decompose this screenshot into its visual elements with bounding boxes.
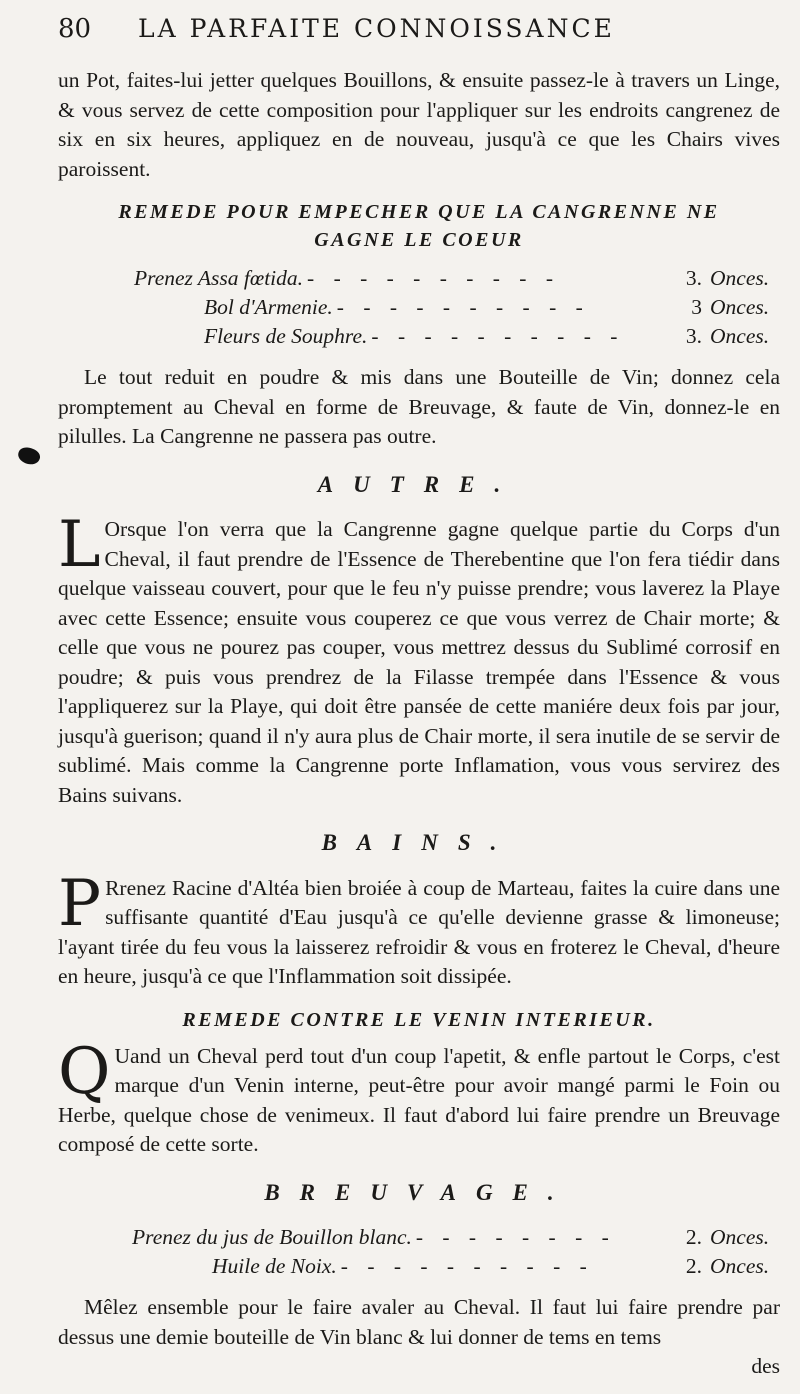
ingredient-quantity: 2. — [685, 1225, 702, 1249]
recipe-list-1 — [134, 264, 780, 351]
running-title: LA PARFAITE CONNOISSANCE — [138, 14, 615, 43]
leader-dots: - - - - - - - - — [415, 1225, 616, 1249]
section-heading-autre: AUTRE. — [317, 471, 521, 497]
leader-dots: - - - - - - - - - - — [340, 1254, 594, 1278]
ingredient-unit: Onces. — [710, 1225, 770, 1249]
section-heading-venin: REMEDE CONTRE LE VENIN INTERIEUR. — [182, 1008, 656, 1031]
ingredient-name: Huile de Noix. — [212, 1254, 337, 1278]
ingredient-unit: Onces. — [710, 324, 770, 348]
section-heading-breuvage: BREUVAGE. — [264, 1179, 574, 1205]
recipe-row — [132, 1252, 780, 1281]
ingredient-name: Fleurs de Souphre. — [204, 324, 368, 348]
paragraph-autre-text: Orsque l'on verra que la Cangrenne gagne quelque partie du Corps d'un Cheval, il faut prendre de l'Essence de Therebentine que l'on fera tiédir dans quelque vaisseau couvert, pour que le feu n'y puisse prendre; vous laverez la Playe avec cette Essence; ensuite vous couperez ce que vous verrez de Chair morte; & celle que vous ne pourez pas couper, vous mettrez dessus du Sublimé corrosif en poudre; & puis vous prendrez de la Filasse trempée dans l'Essence & vous l'appliquerez sur la Playe, qui doit être pansée de cette maniére deux fois par jour, jusqu'à guerison; quand il n'y aura plus de Chair morte, il sera inutile de se servir de sublimé. Mais comme la Cangrenne porte Inflamation, vous vous servirez des Bains suivans. — [58, 517, 780, 807]
leader-dots: - - - - - - - - - - — [336, 295, 590, 319]
recipe-row — [134, 322, 780, 351]
ingredient-unit: Onces. — [710, 1254, 770, 1278]
recipe-row — [134, 293, 780, 322]
paragraph-melez: Mêlez ensemble pour le faire avaler au Cheval. Il faut lui faire prendre par dessus une demie bouteille de Vin blanc & lui donner de tems en tems — [58, 1295, 780, 1349]
paragraph-autre — [58, 508, 780, 810]
ingredient-name: Prenez Assa fœtida. — [134, 266, 304, 290]
ingredient-unit: Onces. — [710, 266, 770, 290]
page-header — [58, 14, 778, 54]
ingredient-name: Prenez du jus de Bouillon blanc. — [132, 1225, 412, 1249]
recipe-row — [132, 1223, 780, 1252]
page-body — [58, 66, 780, 1382]
recipe-list-2 — [132, 1223, 780, 1281]
ingredient-quantity: 3. — [685, 324, 702, 348]
paragraph-tout-reduit: Le tout reduit en poudre & mis dans une Bouteille de Vin; donnez cela promptement au Cheval en forme de Breuvage, & faute de Vin, donnez-le en pilulles. La Cangrenne ne passera pas outre. — [58, 365, 780, 448]
drop-cap: P — [58, 866, 102, 941]
paragraph-venin — [58, 1034, 780, 1160]
drop-cap: Q — [58, 1034, 111, 1109]
leader-dots: - - - - - - - - - - — [371, 324, 625, 348]
recipe-row — [134, 264, 780, 293]
section-heading-empecher: REMEDE POUR EMPECHER QUE LA CANGRENNE NE GAGNE LE COEUR — [118, 201, 720, 251]
intro-paragraph: un Pot, faites-lui jetter quelques Bouillons, & ensuite passez-le à travers un Linge, & vous servez de cette composition pour l'appliquer sur les endroits cangrenez de six en six heures, appliquez en de nouveau, jusqu'à ce que les Chairs vives paroissent. — [58, 68, 780, 181]
page-number: 80 — [58, 14, 92, 44]
ingredient-quantity: 3. — [685, 266, 702, 290]
catchword: des — [751, 1354, 780, 1378]
ingredient-name: Bol d'Armenie. — [204, 295, 333, 319]
paragraph-venin-text: Uand un Cheval perd tout d'un coup l'apetit, & enfle partout le Corps, c'est marque d'un Venin interne, peut-être pour avoir mangé parmi le Foin ou Herbe, quelque chose de venimeux. Il faut d'abord lui faire prendre un Breuvage composé de cette sorte. — [58, 1043, 780, 1156]
ingredient-unit: Onces. — [710, 295, 770, 319]
paragraph-bains-text: Rrenez Racine d'Altéa bien broiée à coup de Marteau, faites la cuire dans une suffisante quantité d'Eau jusqu'à ce qu'elle devienne grasse & limoneuse; l'ayant tirée du feu vous la laisserez refroidir & vous en froterez le Cheval, d'heure en heure, jusqu'à ce que l'Inflammation soit dissipée. — [58, 875, 780, 988]
leader-dots: - - - - - - - - - - — [307, 266, 561, 290]
drop-cap: L — [58, 508, 101, 582]
ink-blot-mark — [16, 445, 42, 468]
section-heading-bains: BAINS. — [321, 830, 517, 855]
ingredient-quantity: 2. — [685, 1254, 702, 1278]
ingredient-quantity: 3 — [691, 295, 702, 319]
paragraph-bains — [58, 866, 780, 992]
